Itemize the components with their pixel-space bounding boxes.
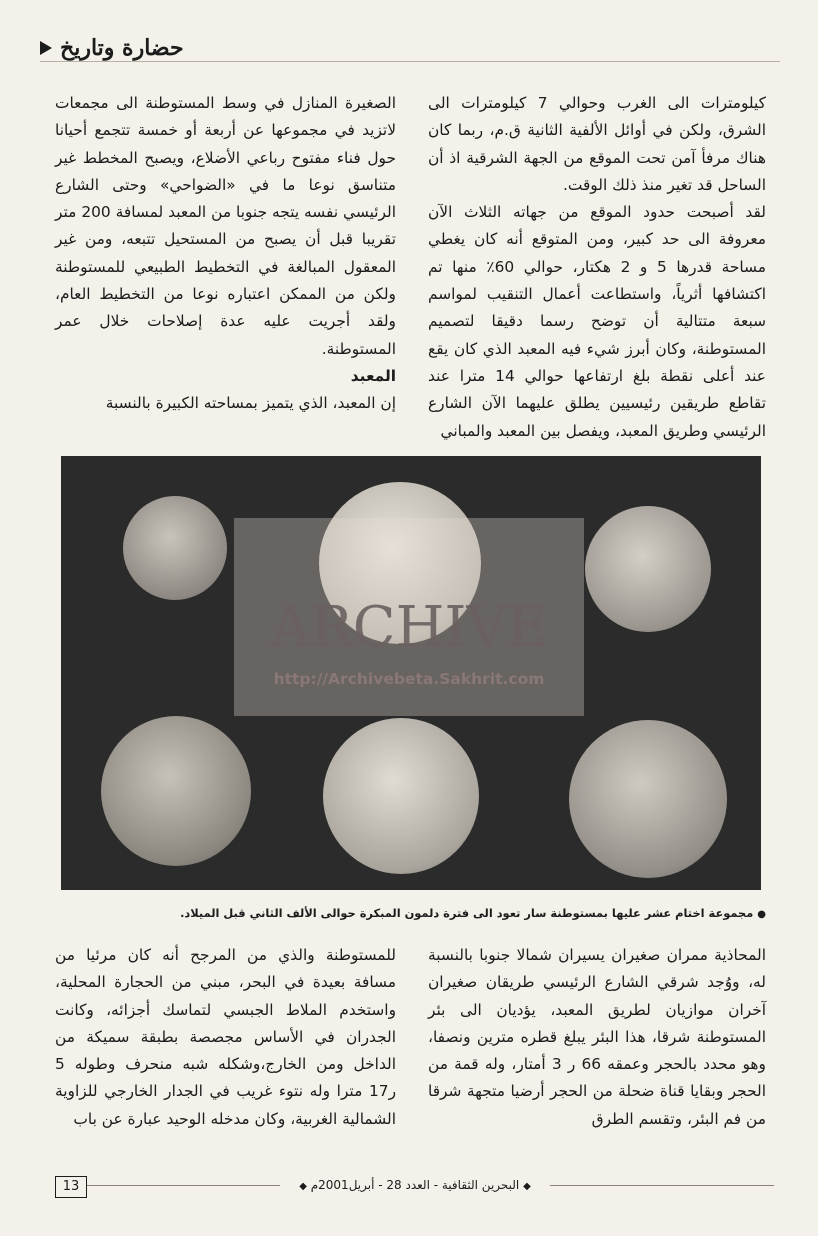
watermark-title: ARCHIVE xyxy=(270,595,548,660)
seal-image xyxy=(123,496,227,600)
footer-publication xyxy=(280,1178,550,1192)
paragraph: لقد أصبحت حدود الموقع من جهاته الثلاث الآن معروفة الى حد كبير، ومن المتوقع أنه كان يغطي مساحة قدرها 5 و 2 هكتار، حوالي 60٪ منها تم اكتشافها أثرياً، واستطاعت أعمال التنقيب لمواسم سبعة متتالية أن توضح رسما دقيقا لتصميم المستوطنة، وكان أبرز شيء فيه المعبد الذي كان يقع عند أعلى نقطة بلغ ارتفاعها حوالي 14 مترا عند تقاطع طريقين رئيسيين يطلق عليهما الآن الشارع الرئيسي وطريق المعبد، ويفصل بين المعبد والمباني xyxy=(428,203,767,440)
subheading: المعبد xyxy=(350,366,396,385)
paragraph: إن المعبد، الذي يتميز بمساحته الكبيرة بالنسبة xyxy=(105,394,396,413)
publication-text: البحرين الثقافية - العدد 28 - أبريل2001م xyxy=(310,1178,520,1192)
seal-image xyxy=(569,720,727,878)
section-header xyxy=(40,35,184,61)
seal-image xyxy=(585,506,711,632)
caption-text: مجموعة اختام عشر عليها بمستوطنة سار تعود الى فترة دلمون المبكرة حوالى الألف الثاني قبل الميلاد. xyxy=(180,906,754,920)
diamond-icon: ◆ xyxy=(523,1181,531,1192)
diamond-icon: ◆ xyxy=(299,1181,307,1192)
archive-watermark xyxy=(234,518,584,716)
seal-image xyxy=(101,716,251,866)
seal-image xyxy=(323,718,479,874)
column-right-bottom xyxy=(428,942,766,1133)
column-right-top xyxy=(428,90,766,445)
figure-caption xyxy=(61,906,766,920)
paragraph: للمستوطنة والذي من المرجح أنه كان مرئيا من مسافة بعيدة في البحر، مبني من الحجارة المحلية، واستخدم الملاط الجبسي لتماسك أجزائه، وكانت الجدران في الأساس مجصصة بطبقة سميكة من الداخل ومن الخارج،وشكله شبه منحرف وطوله 5 ر17 مترا وله نتوء غريب في الجدار الخارجي للزاوية الشمالية الغربية، وكان مدخله الوحيد عبارة عن باب xyxy=(55,946,396,1128)
watermark-url: http://Archivebeta.Sakhrit.com xyxy=(273,670,545,688)
paragraph: المحاذية ممران صغيران يسيران شمالا جنوبا بالنسبة له، ووُجد شرقي الشارع الرئيسي طريقان صغيران آخران موازيان لطريق المعبد، يؤديان الى بئر المستوطنة شرقا، هذا البئر يبلغ قطره مترين ونصفا، وهو محدد بالحجر وعمقه 66 ر 3 أمتار، وله قمة من الحجر وبقايا قناة ضحلة من الحجر أرضيا متجهة شرقا من فم البئر، وتقسم الطرق xyxy=(428,946,766,1128)
triangle-pointer-icon xyxy=(40,41,52,55)
bullet-icon: ● xyxy=(757,909,766,920)
page-number: 13 xyxy=(55,1176,87,1198)
section-title: حضارة وتاريخ xyxy=(60,35,184,61)
paragraph: كيلومترات الى الغرب وحوالي 7 كيلومترات الى الشرق، ولكن في أوائل الألفية الثانية ق.م، ربما كان هناك مرفأ آمن تحت الموقع من الجهة الشرقية اذ أن الساحل قد تغير منذ ذلك الوقت. xyxy=(428,94,766,194)
column-left-bottom xyxy=(55,942,396,1133)
paragraph: الصغيرة المنازل في وسط المستوطنة الى مجمعات لاتزيد في مجموعها عن أربعة أو خمسة تتجمع أحيانا حول فناء مفتوح رباعي الأضلاع، ويصبح المخطط غير متناسق نوعا ما في «الضواحي» وحتى الشارع الرئيسي نفسه يتجه جنوبا من المعبد لمسافة 200 متر تقريبا قبل أن يصبح من المستحيل تتبعه، ومن غير المعقول المبالغة في التخطيط الطبيعي للمستوطنة ولكن من الممكن اعتباره نوعا من التخطيط العام، ولقد أجريت عليه عدة إصلاحات خلال عمر المستوطنة. xyxy=(55,94,396,358)
column-left-top xyxy=(55,90,396,418)
page-footer xyxy=(0,1176,818,1206)
